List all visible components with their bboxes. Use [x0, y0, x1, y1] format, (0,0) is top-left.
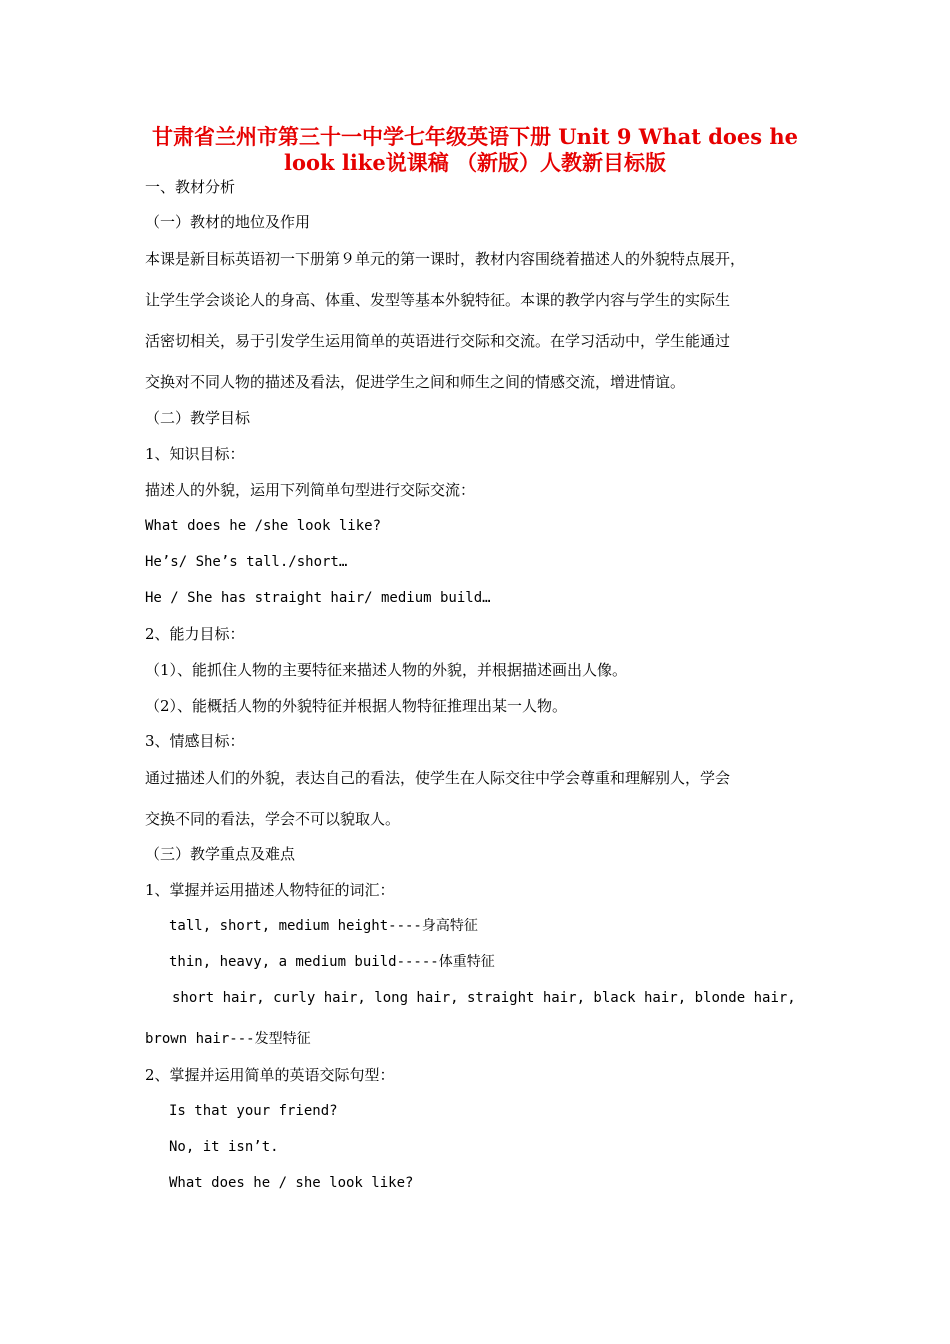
subsection-heading: （三）教学重点及难点: [145, 845, 296, 863]
paragraph-line: 本课是新目标英语初一下册第９单元的第一课时，教材内容围绕着描述人的外貌特点展开，: [145, 250, 746, 268]
vocabulary-line: short hair, curly hair, long hair, straight hair, black hair, blonde hair,: [172, 990, 796, 1006]
example-sentence: He’s/ She’s tall./short…: [145, 554, 348, 570]
list-heading: 1、掌握并运用描述人物特征的词汇：: [145, 881, 395, 899]
paragraph-line: 通过描述人们的外貌，表达自己的看法，使学生在人际交往中学会尊重和理解别人，学会: [145, 769, 731, 787]
list-heading: 3、情感目标：: [145, 732, 245, 750]
document-title-line-1: 甘肃省兰州市第三十一中学七年级英语下册 Unit 9 What does he: [151, 124, 799, 149]
paragraph-line: 交换不同的看法，学会不可以貌取人。: [145, 810, 401, 828]
example-sentence: No, it isn’t.: [169, 1139, 279, 1155]
paragraph-line: 让学生学会谈论人的身高、体重、发型等基本外貌特征。本课的教学内容与学生的实际生: [145, 291, 731, 309]
list-heading: 1、知识目标：: [145, 445, 245, 463]
subsection-heading: （二）教学目标: [145, 409, 251, 427]
list-heading: 2、掌握并运用简单的英语交际句型：: [145, 1066, 395, 1084]
vocabulary-line: brown hair---发型特征: [145, 1031, 311, 1047]
vocabulary-line: tall, short, medium height----身高特征: [169, 918, 478, 934]
vocabulary-line: thin, heavy, a medium build-----体重特征: [169, 954, 495, 970]
subsection-heading: （一）教材的地位及作用: [145, 213, 311, 231]
paragraph-line: 活密切相关，易于引发学生运用简单的英语进行交际和交流。在学习活动中，学生能通过: [145, 332, 731, 350]
paragraph-line: 交换对不同人物的描述及看法，促进学生之间和师生之间的情感交流，增进情谊。: [145, 373, 686, 391]
example-sentence: What does he / she look like?: [169, 1175, 414, 1191]
section-heading: 一、教材分析: [145, 178, 236, 196]
list-item: （2）、能概括人物的外貌特征并根据人物特征推理出某一人物。: [145, 697, 568, 715]
document-title-line-2: look like说课稿 （新版）人教新目标版: [283, 150, 667, 175]
example-sentence: Is that your friend?: [169, 1103, 338, 1119]
paragraph-line: 描述人的外貌，运用下列简单句型进行交际交流：: [145, 481, 476, 499]
example-sentence: He / She has straight hair/ medium build…: [145, 590, 491, 606]
list-heading: 2、能力目标：: [145, 625, 245, 643]
list-item: （1）、能抓住人物的主要特征来描述人物的外貌，并根据描述画出人像。: [145, 661, 628, 679]
example-sentence: What does he /she look like?: [145, 518, 382, 534]
